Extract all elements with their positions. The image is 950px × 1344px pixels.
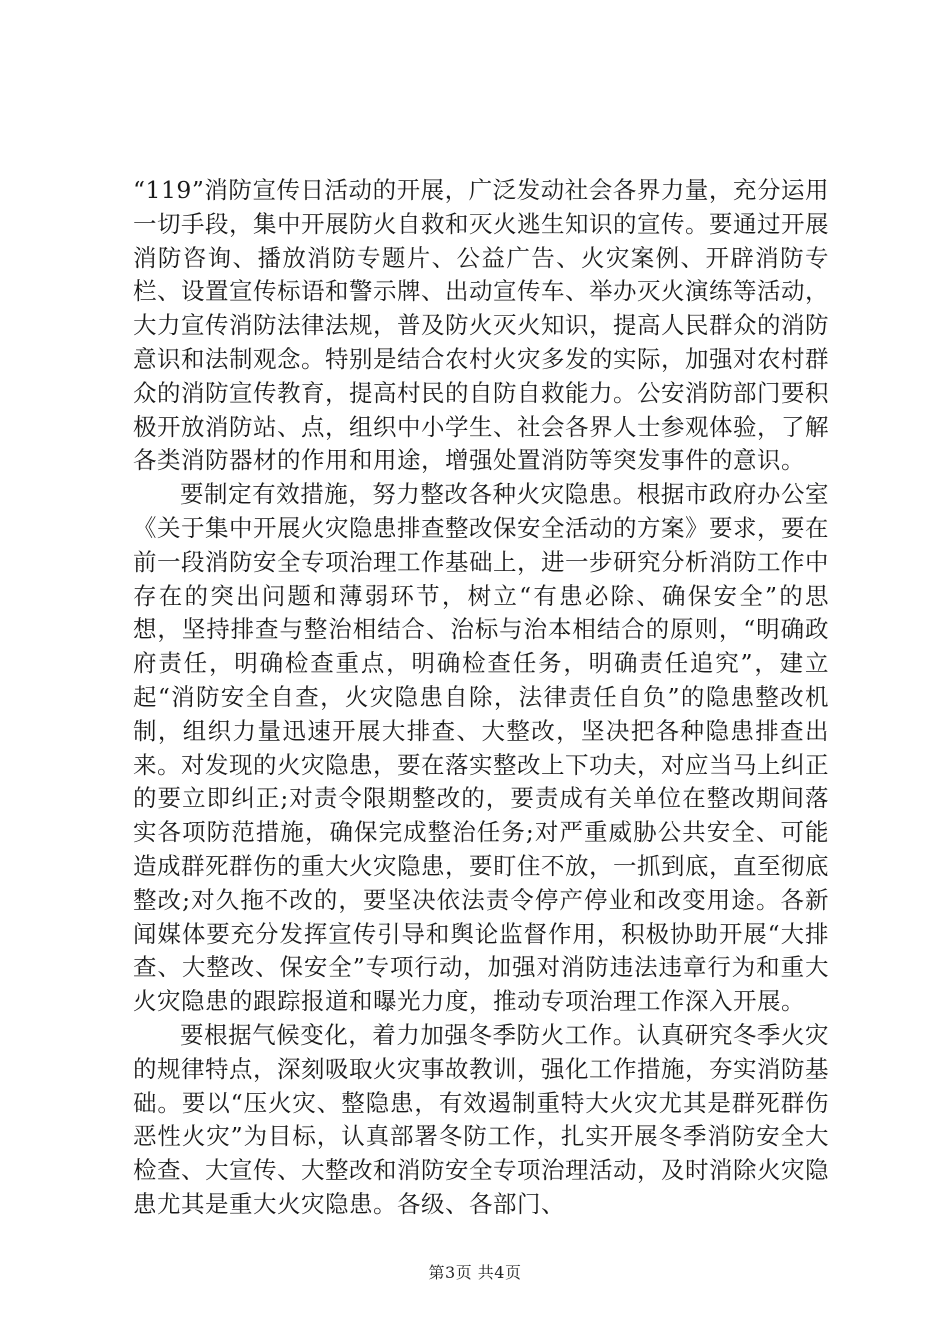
paragraph-winter-fire-prevention: 要根据气候变化，着力加强冬季防火工作。认真研究冬季火灾的规律特点，深刻吸取火灾事故教训，强化工作措施，夯实消防基础。要以“压火灾、整隐患，有效遏制重特大火灾尤其是群死群伤恶性火灾”为目标，认真部署冬防工作，扎实开展冬季消防安全大检查、大宣传、大整改和消防安全专项治理活动，及时消除火灾隐患尤其是重大火灾隐患。各级、各部门、	[133, 1020, 829, 1218]
page-footer: 第3页 共4页	[428, 1263, 522, 1282]
paragraph-publicity: “119”消防宣传日活动的开展，广泛发动社会各界力量，充分运用一切手段，集中开展防火自救和灭火逃生知识的宣传。要通过开展消防咨询、播放消防专题片、公益广告、火灾案例、开辟消防专栏、设置宣传标语和警示牌、出动宣传车、举办灭火演练等活动，大力宣传消防法律法规，普及防火灭火知识，提高人民群众的消防意识和法制观念。特别是结合农村火灾多发的实际，加强对农村群众的消防宣传教育，提高村民的自防自救能力。公安消防部门要积极开放消防站、点，组织中小学生、社会各界人士参观体验，了解各类消防器材的作用和用途，增强处置消防等突发事件的意识。	[133, 176, 829, 475]
document-body	[133, 174, 829, 1222]
paragraph-hazard-rectification: 要制定有效措施，努力整改各种火灾隐患。根据市政府办公室《关于集中开展火灾隐患排查整改保安全活动的方案》要求，要在前一段消防安全专项治理工作基础上，进一步研究分析消防工作中存在的突出问题和薄弱环节，树立“有患必除、确保安全”的思想，坚持排查与整治相结合、治标与治本相结合的原则，“明确政府责任，明确检查重点，明确检查任务，明确责任追究”，建立起“消防安全自查，火灾隐患自除，法律责任自负”的隐患整改机制，组织力量迅速开展大排查、大整改，坚决把各种隐患排查出来。对发现的火灾隐患，要在落实整改上下功夫，对应当马上纠正的要立即纠正;对责令限期整改的，要责成有关单位在整改期间落实各项防范措施，确保完成整治任务;对严重威胁公共安全、可能造成群死群伤的重大火灾隐患，要盯住不放，一抓到底，直至彻底整改;对久拖不改的，要坚决依法责令停产停业和改变用途。各新闻媒体要充分发挥宣传引导和舆论监督作用，积极协助开展“大排查、大整改、保安全”专项行动，加强对消防违法违章行为和重大火灾隐患的跟踪报道和曝光力度，推动专项治理工作深入开展。	[133, 480, 829, 1016]
